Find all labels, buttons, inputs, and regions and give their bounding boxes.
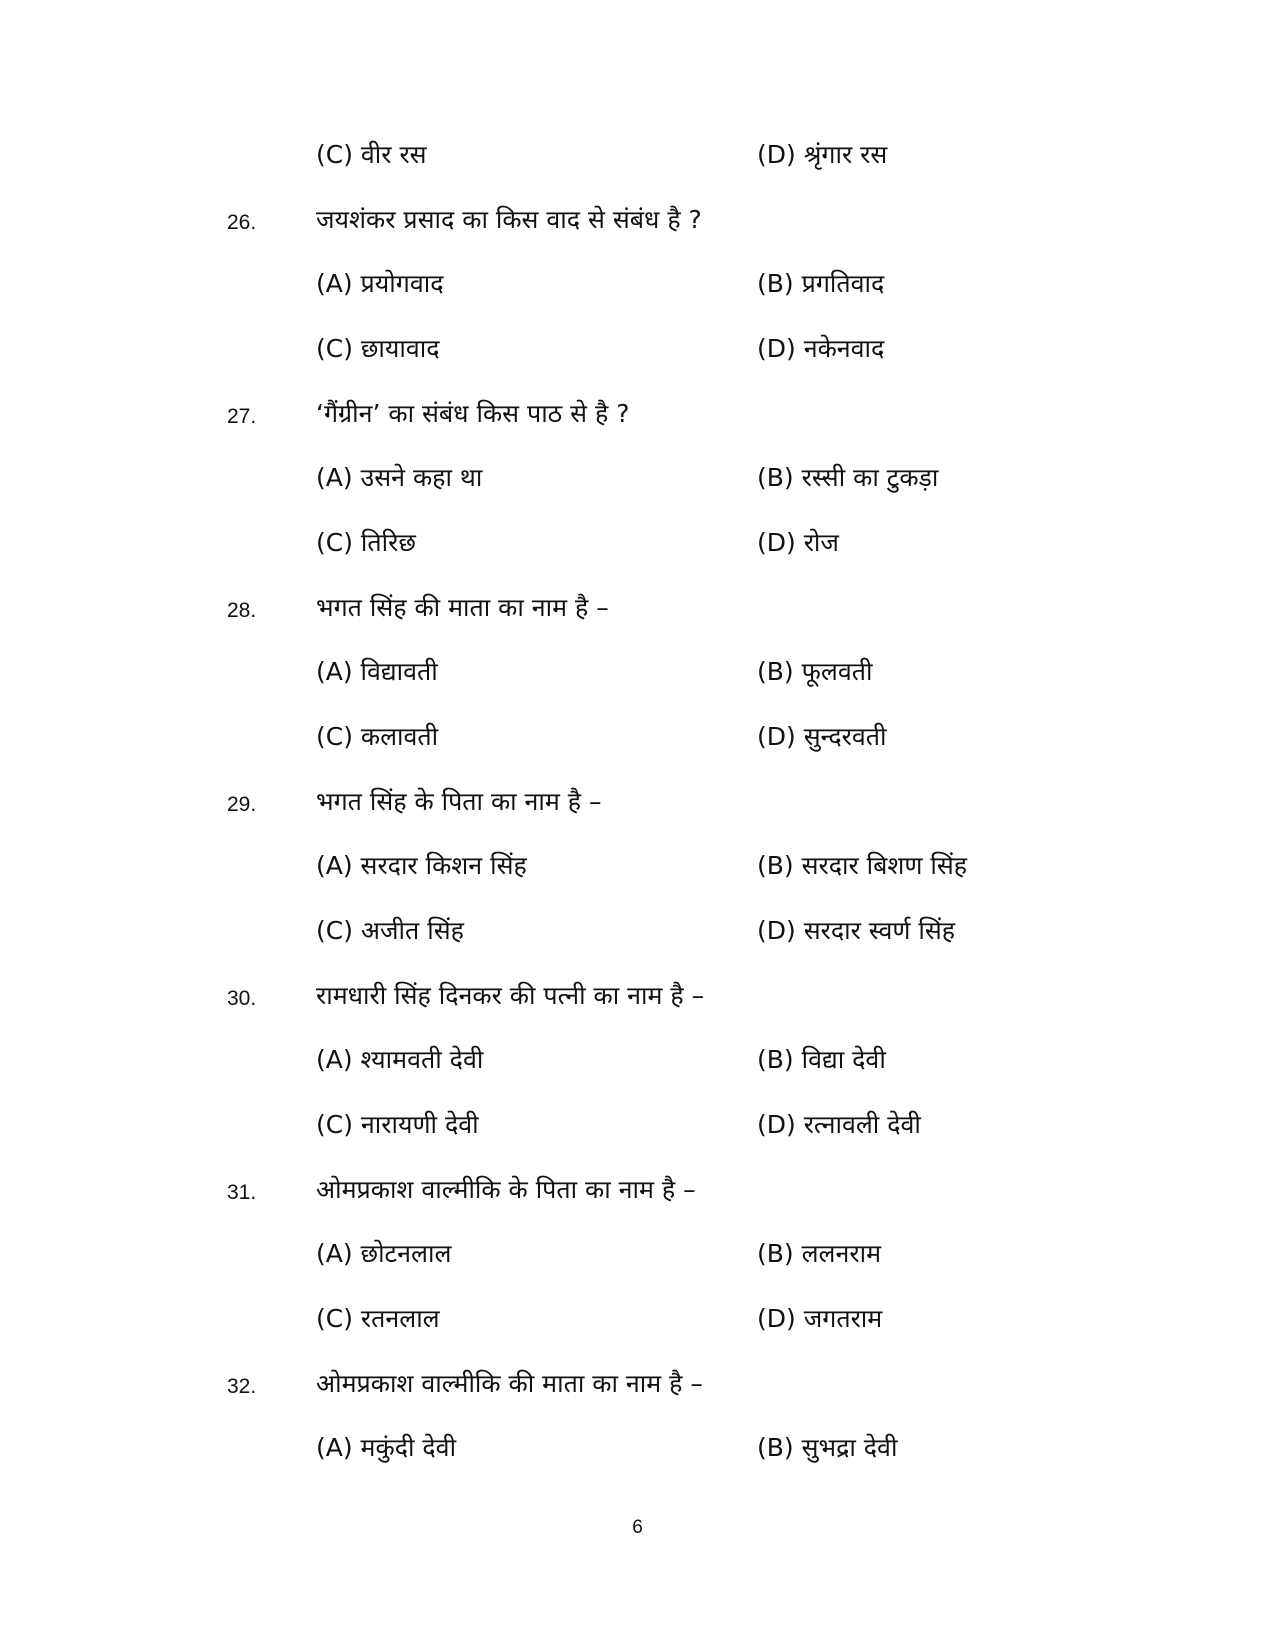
option-row (0, 1040, 1275, 1080)
question-text: रामधारी सिंह दिनकर की पत्नी का नाम है – (316, 981, 705, 1010)
option-row (0, 1299, 1275, 1339)
option-b: (B) ललनराम (757, 1239, 882, 1268)
option-c: (C) छायावाद (316, 334, 440, 363)
question-text: जयशंकर प्रसाद का किस वाद से संबंध है ? (316, 205, 702, 234)
option-b: (B) सरदार बिशण सिंह (757, 851, 968, 880)
option-b: (B) रस्सी का टुकड़ा (757, 463, 939, 492)
option-row (0, 135, 1275, 175)
option-d: (D) रोज (757, 528, 839, 557)
option-c: (C) नारायणी देवी (316, 1110, 479, 1139)
option-row (0, 1105, 1275, 1145)
question-number: 30. (227, 987, 257, 1010)
option-a: (A) श्यामवती देवी (316, 1045, 484, 1074)
question-number: 31. (227, 1181, 257, 1204)
question-text: ओमप्रकाश वाल्मीकि की माता का नाम है – (316, 1369, 703, 1398)
option-c: (C) रतनलाल (316, 1304, 440, 1333)
option-row (0, 1428, 1275, 1468)
option-row (0, 329, 1275, 369)
question-row (0, 200, 1275, 240)
option-c: (C) अजीत सिंह (316, 916, 464, 945)
option-a: (A) प्रयोगवाद (316, 269, 444, 298)
question-row (0, 1364, 1275, 1404)
option-d: (D) नकेनवाद (757, 334, 885, 363)
question-number: 26. (227, 211, 257, 234)
option-c: (C) वीर रस (316, 140, 427, 169)
option-a: (A) सरदार किशन सिंह (316, 851, 527, 880)
option-b: (B) फूलवती (757, 657, 873, 686)
option-d: (D) सुन्दरवती (757, 722, 887, 751)
option-row (0, 264, 1275, 304)
option-b: (B) सुभद्रा देवी (757, 1433, 898, 1462)
option-d: (D) सरदार स्वर्ण सिंह (757, 916, 956, 945)
option-row (0, 458, 1275, 498)
option-d: (D) श्रृंगार रस (757, 140, 888, 169)
option-d: (D) जगतराम (757, 1304, 883, 1333)
question-row (0, 782, 1275, 822)
question-number: 32. (227, 1375, 257, 1398)
option-b: (B) विद्या देवी (757, 1045, 886, 1074)
question-text: भगत सिंह की माता का नाम है – (316, 593, 609, 622)
question-row (0, 394, 1275, 434)
question-number: 27. (227, 405, 257, 428)
page-number: 6 (632, 1517, 643, 1538)
question-text: ‘गैंग्रीन’ का संबंध किस पाठ से है ? (316, 399, 630, 428)
option-b: (B) प्रगतिवाद (757, 269, 885, 298)
question-row (0, 976, 1275, 1016)
option-row (0, 911, 1275, 951)
option-c: (C) कलावती (316, 722, 439, 751)
option-row (0, 717, 1275, 757)
question-number: 29. (227, 793, 257, 816)
option-a: (A) उसने कहा था (316, 463, 483, 492)
option-row (0, 846, 1275, 886)
option-c: (C) तिरिछ (316, 528, 416, 557)
option-row (0, 652, 1275, 692)
option-a: (A) विद्यावती (316, 657, 438, 686)
option-row (0, 1234, 1275, 1274)
question-text: भगत सिंह के पिता का नाम है – (316, 787, 602, 816)
question-row (0, 588, 1275, 628)
option-d: (D) रत्नावली देवी (757, 1110, 921, 1139)
question-text: ओमप्रकाश वाल्मीकि के पिता का नाम है – (316, 1175, 696, 1204)
question-row (0, 1170, 1275, 1210)
option-row (0, 523, 1275, 563)
option-a: (A) छोटनलाल (316, 1239, 452, 1268)
question-number: 28. (227, 599, 257, 622)
option-a: (A) मकुंदी देवी (316, 1433, 457, 1462)
